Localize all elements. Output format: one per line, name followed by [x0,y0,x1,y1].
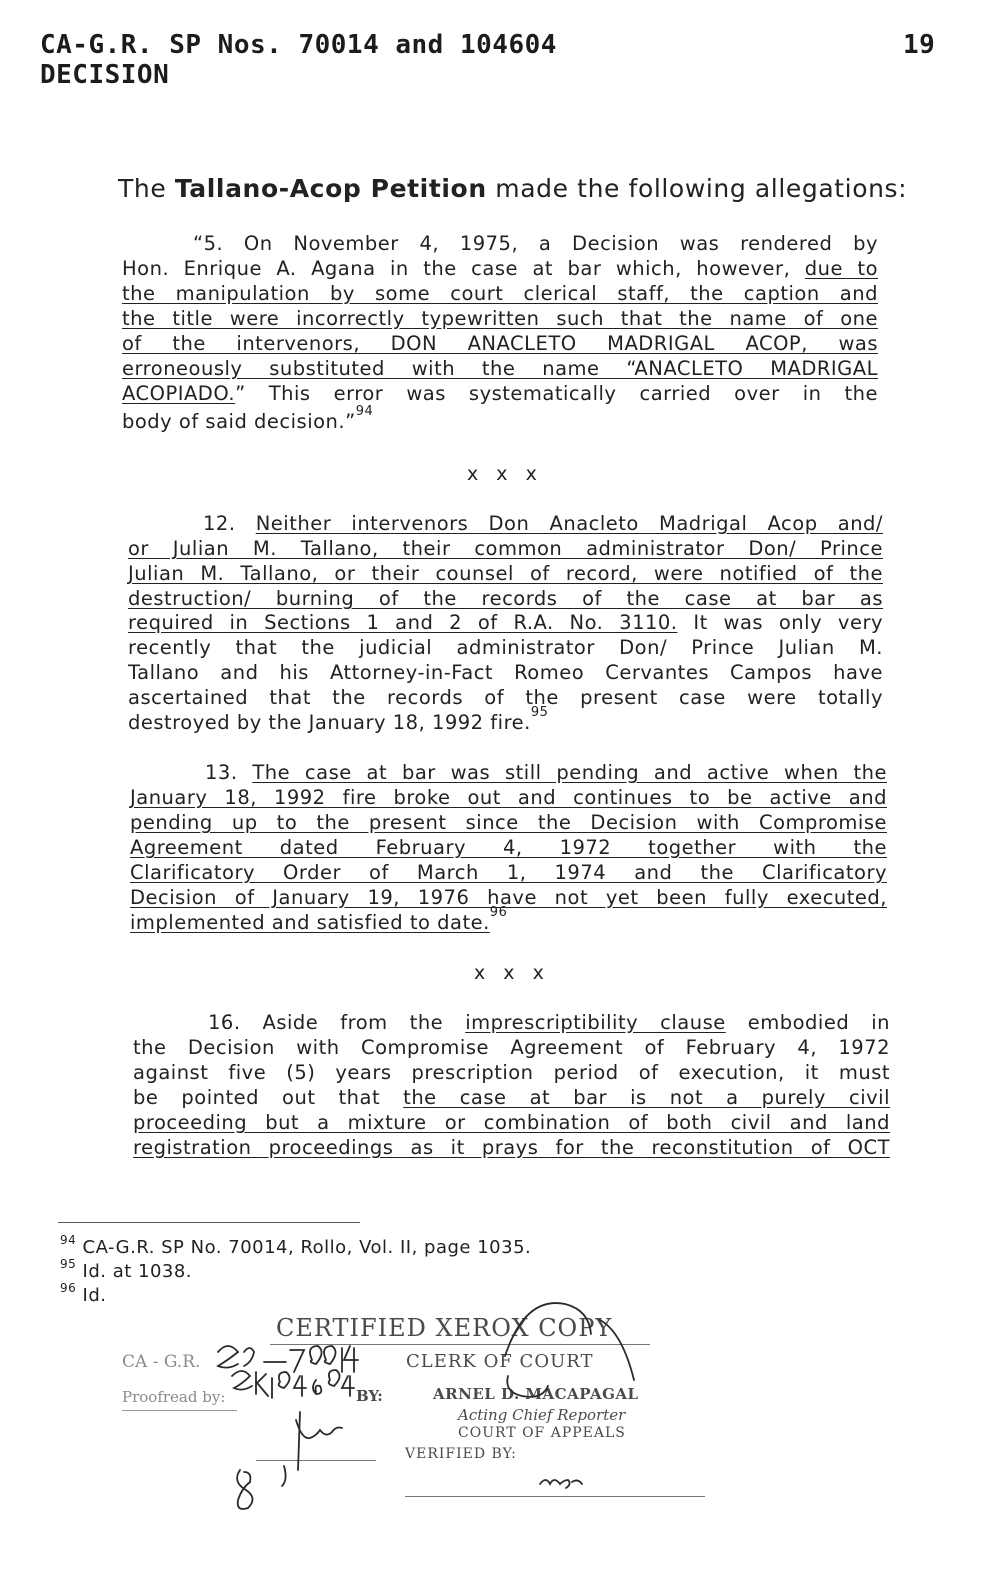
footnote-text: Id. at 1038. [82,1261,193,1282]
para5-line: the manipulation by some court clerical staff, the caption and [122,282,878,305]
footnote-divider [58,1222,360,1223]
footnote-96 [60,1281,107,1306]
footnote-95 [60,1257,193,1282]
intro-sentence [118,174,907,203]
para16-line [208,1011,890,1034]
para16-line: the Decision with Compromise Agreement of February 4, 1972 [133,1036,890,1059]
footnote-number: 96 [60,1281,77,1295]
para5-underlined: due to [804,257,879,280]
para12-line: ascertained that the records of the present case were totally [128,686,883,709]
para16-line: proceeding but a mixture or combination of both civil and land [133,1111,890,1134]
stamp-sign-line [256,1460,376,1461]
para5-underlined: ACOPIADO. [122,382,236,405]
para5-line: erroneously substituted with the name “ANACLETO MADRIGAL [122,357,878,380]
para16-text: be pointed out that [133,1086,404,1109]
stamp-ca-gr-label: CA - G.R. [122,1352,201,1372]
footnote-number: 94 [60,1233,77,1247]
intro-prefix: The [118,174,175,203]
footnote-ref: 95 [530,705,549,720]
para12-line: Julian M. Tallano, or their counsel of record, were notified of the [128,562,883,585]
footnote-ref: 94 [355,404,374,419]
stamp-proofread-label: Proofread by: [122,1388,226,1406]
stamp-name: ARNEL D. MACAPAGAL [433,1385,639,1403]
para16-line: registration proceedings as it prays for the reconstitution of OCT [133,1136,890,1159]
stamp-clerk-label: CLERK OF COURT [406,1351,594,1372]
para12-line [128,705,549,734]
para16-text: 16. Aside from the [208,1011,466,1034]
document-type: DECISION [40,60,170,90]
para13-line: Decision of January 19, 1976 have not yet been fully executed, [130,886,887,909]
para12-line: recently that the judicial administrator Don/ Prince Julian M. [128,636,883,659]
para13-line: Agreement dated February 4, 1972 together with the [130,836,887,859]
footnote-text: CA-G.R. SP No. 70014, Rollo, Vol. II, page 1035. [82,1237,532,1258]
stamp-verify-line [405,1496,705,1497]
stamp-proofread-line [122,1410,237,1411]
footnote-94 [60,1233,532,1258]
para16-underlined: the case at bar is not a purely civil [403,1086,890,1109]
para16-line: against five (5) years prescription period of execution, it must [133,1061,890,1084]
para12-line: Tallano and his Attorney-in-Fact Romeo Cervantes Campos have [128,661,883,684]
para5-text: Hon. Enrique A. Agana in the case at bar which, however, [122,257,805,280]
para12-underlined: required in Sections 1 and 2 of R.A. No. 3110. [128,611,678,634]
stamp-verified-label: VERIFIED BY: [405,1446,517,1462]
para5-line: “5. On November 4, 1975, a Decision was rendered by [193,232,878,255]
para12-text: destroyed by the January 18, 1992 fire. [128,711,531,734]
para5-line: the title were incorrectly typewritten such that the name of one [122,307,878,330]
section-separator: x x x [474,962,550,984]
para5-line [122,382,878,405]
para12-text: It was only very [677,611,883,634]
stamp-role: Acting Chief Reporter [458,1406,626,1424]
para13-text: 13. [205,761,253,784]
para13-underlined: The case at bar was still pending and active when the [252,761,887,784]
stamp-court: COURT OF APPEALS [458,1425,626,1441]
intro-petition-name: Tallano-Acop Petition [174,174,487,203]
para13-underlined: implemented and satisfied to date. [130,911,490,934]
page-number: 19 [903,30,936,60]
para12-line: or Julian M. Tallano, their common administrator Don/ Prince [128,537,883,560]
footnote-ref: 96 [489,905,508,920]
section-separator: x x x [467,463,543,485]
para12-line [128,611,883,634]
para12-text: 12. [203,512,256,535]
para13-line: Clarificatory Order of March 1, 1974 and the Clarificatory [130,861,887,884]
para12-line [203,512,883,535]
para5-text: ” This error was systematically carried over in the [235,382,878,405]
para13-line [130,905,508,934]
para12-line: destruction/ burning of the records of the case at bar as [128,587,883,610]
para13-line [205,761,887,784]
footnote-text: Id. [82,1285,107,1306]
case-reference: CA-G.R. SP Nos. 70014 and 104604 [40,30,557,60]
para13-line: pending up to the present since the Decision with Compromise [130,811,887,834]
para5-line: of the intervenors, DON ANACLETO MADRIGAL ACOP, was [122,332,878,355]
intro-suffix: made the following allegations: [486,174,908,203]
para5-line [122,257,878,280]
para16-line [133,1086,890,1109]
para12-underlined: Neither intervenors Don Anacleto Madrigal Acop and/ [255,512,883,535]
stamp-rule [270,1344,650,1345]
para5-line [122,404,374,433]
para5-text: body of said decision.” [122,410,356,433]
stamp-title: CERTIFIED XEROX COPY [276,1314,613,1342]
stamp-by-label: BY: [356,1387,383,1405]
para16-underlined: imprescriptibility clause [465,1011,726,1034]
footnote-number: 95 [60,1257,77,1271]
para16-text: embodied in [725,1011,890,1034]
para13-line: January 18, 1992 fire broke out and continues to be active and [130,786,887,809]
